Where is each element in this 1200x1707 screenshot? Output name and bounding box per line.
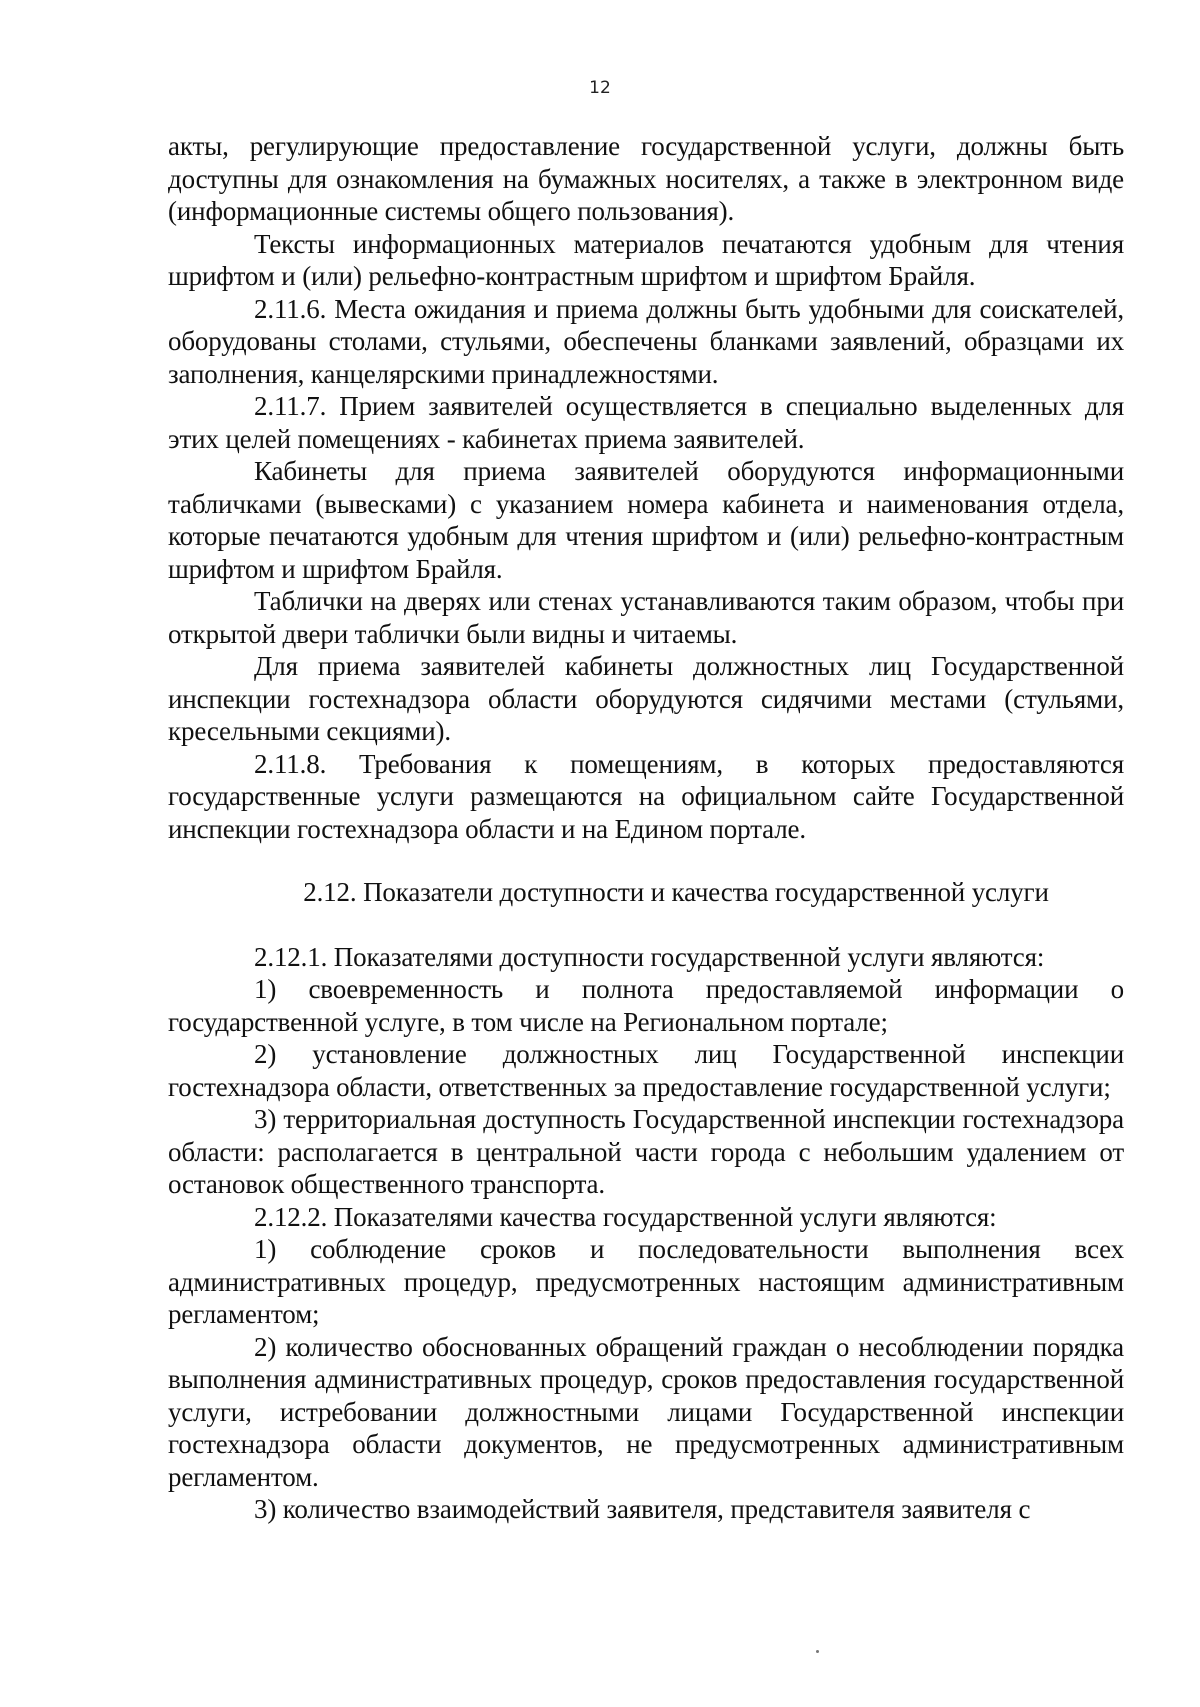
section-heading-2-12: 2.12. Показатели доступности и качества государственной услуги <box>303 877 1049 907</box>
paragraph-2-11-6: 2.11.6. Места ожидания и приема должны быть удобными для соискателей, оборудованы столами, стульями, обеспечены бланками заявлений, образцами их заполнения, канцелярскими принадлежностями. <box>168 293 1124 389</box>
list-item-quality-2: 2) количество обоснованных обращений граждан о несоблюдении порядка выполнения административных процедур, сроков предоставления государственной услуги, истребовании должностными лицами Государственной инспекции гостехнадзора области документов, не предусмотренных административным регламентом. <box>168 1331 1124 1492</box>
list-item-availability-3: 3) территориальная доступность Государственной инспекции гостехнадзора области: располагается в центральной части города с небольшим удалением от остановок общественного транспорта. <box>168 1104 1124 1199</box>
paragraph-info-fonts: Тексты информационных материалов печатаются удобным для чтения шрифтом и (или) рельефно-контрастным шрифтом и шрифтом Брайля. <box>168 228 1124 291</box>
list-item-availability-1: 1) своевременность и полнота предоставляемой информации о государственной услуге, в том числе на Региональном портале; <box>168 974 1124 1037</box>
document-body <box>168 130 1124 1526</box>
list-item-quality-1: 1) соблюдение сроков и последовательности выполнения всех административных процедур, предусмотренных настоящим административным регламентом; <box>168 1234 1124 1329</box>
page-number: 12 <box>589 78 611 98</box>
paragraph-seating: Для приема заявителей кабинеты должностных лиц Государственной инспекции гостехнадзора области оборудуются сидячими местами (стульями, кресельными секциями). <box>168 651 1124 746</box>
list-item-availability-2: 2) установление должностных лиц Государственной инспекции гостехнадзора области, ответственных за предоставление государственной услуги; <box>168 1039 1124 1102</box>
scan-speck <box>816 1650 819 1653</box>
paragraph-2-11-8: 2.11.8. Требования к помещениям, в которых предоставляются государственные услуги размещаются на официальном сайте Государственной инспекции гостехнадзора области и на Едином портале. <box>168 748 1124 844</box>
paragraph-2-11-7: 2.11.7. Прием заявителей осуществляется в специально выделенных для этих целей помещениях - кабинетах приема заявителей. <box>168 391 1124 454</box>
paragraph-signs: Таблички на дверях или стенах устанавливаются таким образом, чтобы при открытой двери таблички были видны и читаемы. <box>168 586 1124 649</box>
paragraph-continuation: акты, регулирующие предоставление государственной услуги, должны быть доступны для ознакомления на бумажных носителях, а также в электронном виде (информационные системы общего пользования). <box>168 131 1124 226</box>
list-item-quality-3: 3) количество взаимодействий заявителя, представителя заявителя с <box>254 1494 1031 1524</box>
paragraph-cabinets: Кабинеты для приема заявителей оборудуются информационными табличками (вывесками) с указанием номера кабинета и наименования отдела, которые печатаются удобным для чтения шрифтом и (или) рельефно-контрастным шрифтом и шрифтом Брайля. <box>168 456 1124 584</box>
paragraph-2-12-1: 2.12.1. Показателями доступности государственной услуги являются: <box>254 941 1045 972</box>
paragraph-2-12-2: 2.12.2. Показателями качества государственной услуги являются: <box>254 1201 997 1232</box>
